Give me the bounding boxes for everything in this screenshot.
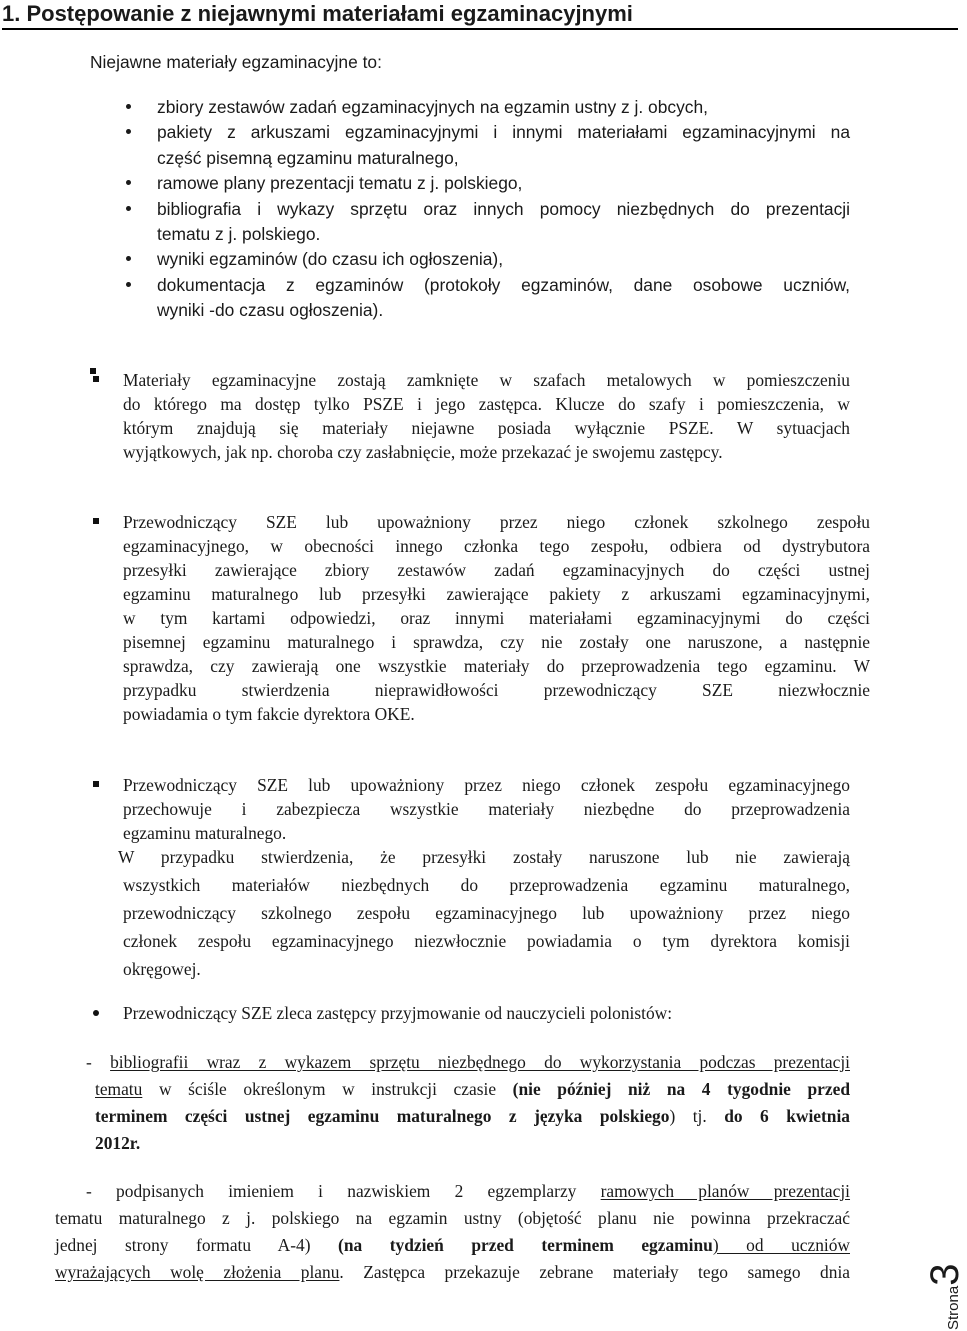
paragraph-storage-security: Przewodniczący SZE lub upoważniony przez niego członek zespołu egzaminacyjnego przechowuje i zabezpiecza wszystkie materiały niezbędne do przeprowadzenia egzaminu maturalnego. [90,773,850,845]
section-heading: 1. Postępowanie z niejawnymi materiałami egzaminacyjnymi [2,0,958,30]
square-bullet-icon [93,518,99,524]
paragraph-delegation: Przewodniczący SZE zleca zastępcy przyjmowanie od nauczycieli polonistów: [90,1001,850,1025]
paragraph-storage: Materiały egzaminacyjne zostają zamknięte w szafach metalowych w pomieszczeniu do którego ma dostęp tylko PSZE i jego zastępca. Klucze do szafy i pomieszczenia, w którym znajdują się materiały niejawne posiada wyłącznie PSZE. W sytuacjach wyjątkowych, jak np. choroba czy zasłabnięcie, może przekazać je swojemu zastępcy. [90,368,850,464]
dash-item-bibliography: - bibliografii wraz z wykazem sprzętu niezbędnego do wykorzystania podczas prezentacji tematu w ściśle określonym w instrukcji czasie (nie później niż na 4 tygodnie przed terminem części ustnej egzaminu maturalnego z języka polskiego) tj. do 6 kwietnia 2012r. [86,1052,850,1153]
list-item: bibliografia i wykazy sprzętu oraz innych pomocy niezbędnych do prezentacji tematu z j. polskiego. [126,197,850,248]
list-item: pakiety z arkuszami egzaminacyjnymi i innymi materiałami egzaminacyjnymi na część pisemną egzaminu maturalnego, [126,120,850,171]
page-label: Strona [945,1285,962,1330]
page-number [925,1210,965,1330]
paragraph-damage: W przypadku stwierdzenia, że przesyłki zostały naruszone lub nie zawierają wszystkich materiałów niezbędnych do przeprowadzenia egzaminu maturalnego, przewodniczący szkolnego zespołu egzaminacyjnego lub upoważniony przez niego członek zespołu egzaminacyjnego niezwłocznie powiadamia o tym dyrektora komisji okręgowej. [118,847,850,979]
intro-text: Niejawne materiały egzaminacyjne to: [90,52,382,72]
square-bullet-icon [93,376,99,382]
paragraph-receipt: Przewodniczący SZE lub upoważniony przez niego członek szkolnego zespołu egzaminacyjnego, w obecności innego członka tego zespołu, odbiera od dystrybutora przesyłki zawierające zbiory zestawów zadań egzaminacyjnych do części ustnej egzaminu maturalnego lub przesyłki zawierające pakiety z arkuszami egzaminacyjnymi, w tym kartami odpowiedzi, oraz innymi materiałami egzaminacyjnymi do części pisemnej egzaminu maturalnego i sprawdza, czy nie zostały one naruszone, a następnie sprawdza, czy zawierają one wszystkie materiały do przeprowadzenia tego egzaminu. W przypadku stwierdzenia nieprawidłowości przewodniczący SZE niezwłocznie powiadamia o tym fakcie dyrektora OKE. [90,510,870,726]
list-item: ramowe plany prezentacji tematu z j. polskiego, [126,171,850,196]
dash-item-plans: - podpisanych imieniem i nazwiskiem 2 egzemplarzy ramowych planów prezentacji tematu maturalnego z j. polskiego na egzamin ustny (objętość planu nie powinna przekraczać jednej strony formatu A-4) (na tydzień przed terminem egzaminu) od uczniów wyrażających wolę złożenia planu. Zastępca przekazuje zebrane materiały tego samego dnia [55,1181,851,1282]
square-bullet-icon [93,781,99,787]
list-item: zbiory zestawów zadań egzaminacyjnych na egzamin ustny z j. obcych, [126,95,850,120]
page-number-value: 3 [923,1263,967,1286]
list-item: wyniki egzaminów (do czasu ich ogłoszenia), [126,247,850,272]
list-item: dokumentacja z egzaminów (protokoły egzaminów, dane osobowe uczniów, wyniki -do czasu ogłoszenia). [126,273,850,324]
materials-list [126,95,850,324]
bullet-icon [93,1010,99,1016]
